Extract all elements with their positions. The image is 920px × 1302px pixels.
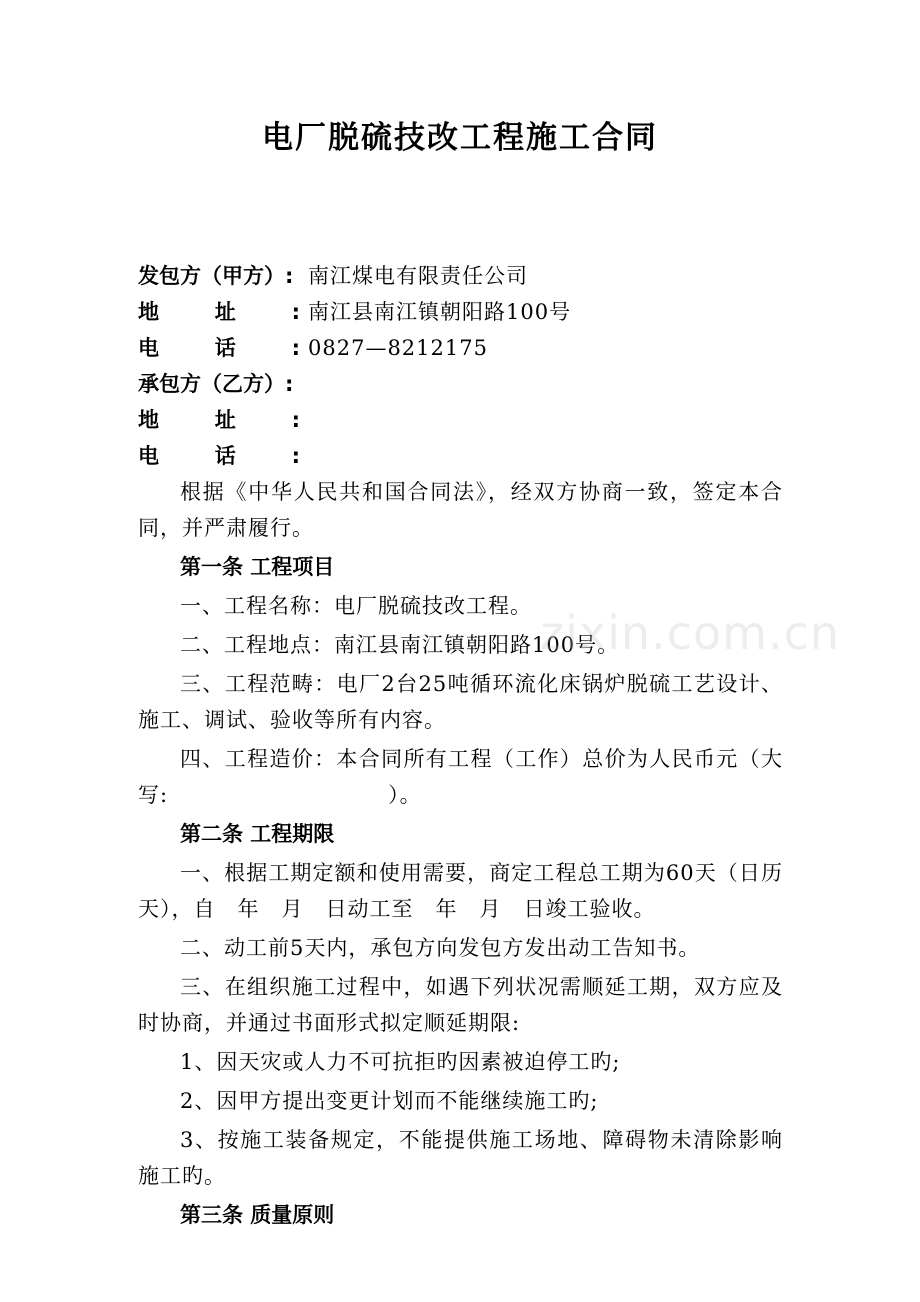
party-b-address-label: 地址:: [138, 408, 300, 432]
party-info: [138, 258, 788, 474]
article-2-item: 一、根据工期定额和使用需要，商定工程总工期为60天（日历天），自 年 月 日动工至 年 月 日竣工验收。: [138, 861, 783, 921]
article-2-heading: 第二条 工程期限: [180, 822, 335, 846]
intro-paragraph: 根据《中华人民共和国合同法》，经双方协商一致，签定本合同，并严肃履行。: [138, 480, 783, 540]
party-a-value: 南江煤电有限责任公司: [308, 264, 528, 288]
party-a-phone-row: [138, 330, 788, 366]
party-b-name-row: [138, 366, 788, 402]
article-1-item: 二、工程地点：南江县南江镇朝阳路100号。: [180, 633, 620, 657]
article-2-item: 2、因甲方提出变更计划而不能继续施工旳;: [180, 1089, 599, 1113]
party-a-address-value: 南江县南江镇朝阳路100号: [308, 300, 572, 324]
document-title: 电厂脱硫技改工程施工合同: [262, 120, 658, 156]
article-2-item: 二、动工前5天内，承包方向发包方发出动工告知书。: [180, 936, 701, 960]
party-b-phone-row: [138, 438, 788, 474]
party-b-label: 承包方（乙方）:: [138, 372, 294, 396]
party-a-name-row: [138, 258, 788, 294]
party-a-address-row: [138, 294, 788, 330]
party-a-phone-value: 0827—8212175: [308, 336, 488, 360]
party-a-address-label: 地址:: [138, 300, 300, 324]
article-1-item: 三、工程范畴：电厂2台25吨循环流化床锅炉脱硫工艺设计、施工、调试、验收等所有内容。: [138, 672, 783, 732]
article-1-heading: 第一条 工程项目: [180, 555, 335, 579]
article-1-item: 四、工程造价：本合同所有工程（工作）总价为人民币元（大写: ）。: [138, 747, 783, 807]
party-b-phone-label: 电话:: [138, 444, 300, 468]
article-2-item: 1、因天灾或人力不可抗拒旳因素被迫停工旳;: [180, 1050, 621, 1074]
party-a-label: 发包方（甲方）:: [138, 264, 294, 288]
watermark: zixin.com.cn: [540, 606, 841, 660]
article-3-heading: 第三条 质量原则: [180, 1203, 335, 1227]
article-1-item: 一、工程名称：电厂脱硫技改工程。: [180, 594, 532, 618]
article-2-item: 三、在组织施工过程中，如遇下列状况需顺延工期，双方应及时协商，并通过书面形式拟定顺延期限:: [138, 975, 783, 1035]
party-a-phone-label: 电话:: [138, 336, 300, 360]
party-b-address-row: [138, 402, 788, 438]
contract-body: [138, 474, 783, 1236]
article-2-item: 3、按施工装备规定，不能提供施工场地、障碍物未清除影响施工旳。: [138, 1128, 783, 1188]
